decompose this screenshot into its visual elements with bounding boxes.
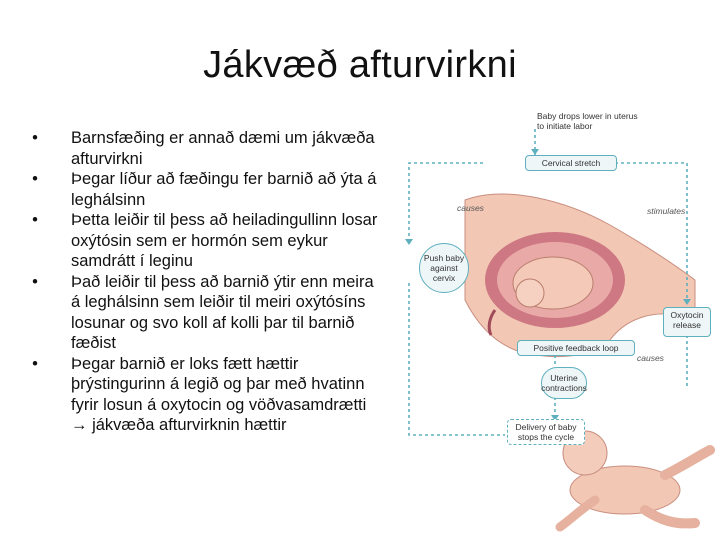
- drop-label: Baby drops lower in uterus to initiate labor: [537, 111, 638, 131]
- bullet-dot: •: [32, 129, 38, 147]
- causes-right-label: causes: [637, 353, 664, 363]
- stimulates-label: stimulates: [647, 206, 686, 216]
- push-baby-circle: Push baby against cervix: [419, 243, 469, 293]
- oxytocin-release-box: Oxytocin release: [663, 307, 711, 337]
- bullet-item: [28, 210, 380, 272]
- bullet-list: [28, 128, 380, 436]
- bullet-dot: •: [32, 211, 38, 229]
- bullet-item: [28, 169, 380, 210]
- bullet-text: Þegar líður að fæðingu fer barnið að ýta á leghálsinn: [71, 170, 377, 209]
- bullet-text: Það leiðir til þess að barnið ýtir enn meira á leghálsinn sem leiðir til meiri oxýtósíns losunar og svo koll af kolli þar til barnið fæðist: [71, 272, 374, 352]
- causes-left-label: causes: [457, 203, 484, 213]
- uterine-contractions-circle: Uterine contractions: [541, 367, 587, 399]
- bullet-text: Þetta leiðir til þess að heiladingullinn losar oxýtósin sem er hormón sem eykur samdrátt í leginu: [71, 211, 378, 270]
- bullet-dot: •: [32, 354, 38, 373]
- cervical-stretch-box: Cervical stretch: [525, 155, 617, 171]
- bullet-item: [28, 272, 380, 354]
- childbirth-feedback-figure: [395, 105, 715, 535]
- delivery-box: Delivery of baby stops the cycle: [507, 419, 585, 445]
- bullet-text: Barnsfæðing er annað dæmi um jákvæða afturvirkni: [71, 129, 375, 168]
- bullet-item: [28, 354, 380, 436]
- slide-title: Jákvæð afturvirkni: [203, 44, 517, 86]
- bullet-dot: •: [32, 170, 38, 188]
- bullet-text: Þegar barnið er loks fætt hættir þrýstingurinn á legið og þar með hvatinn fyrir losun á oxytocin og vöðvasamdrætti → jákvæða afturvirknin hættir: [71, 354, 367, 434]
- newborn-baby-illustration: [560, 431, 710, 527]
- bullet-dot: •: [32, 272, 38, 291]
- bullet-item: [28, 128, 380, 169]
- positive-feedback-box: Positive feedback loop: [517, 340, 635, 356]
